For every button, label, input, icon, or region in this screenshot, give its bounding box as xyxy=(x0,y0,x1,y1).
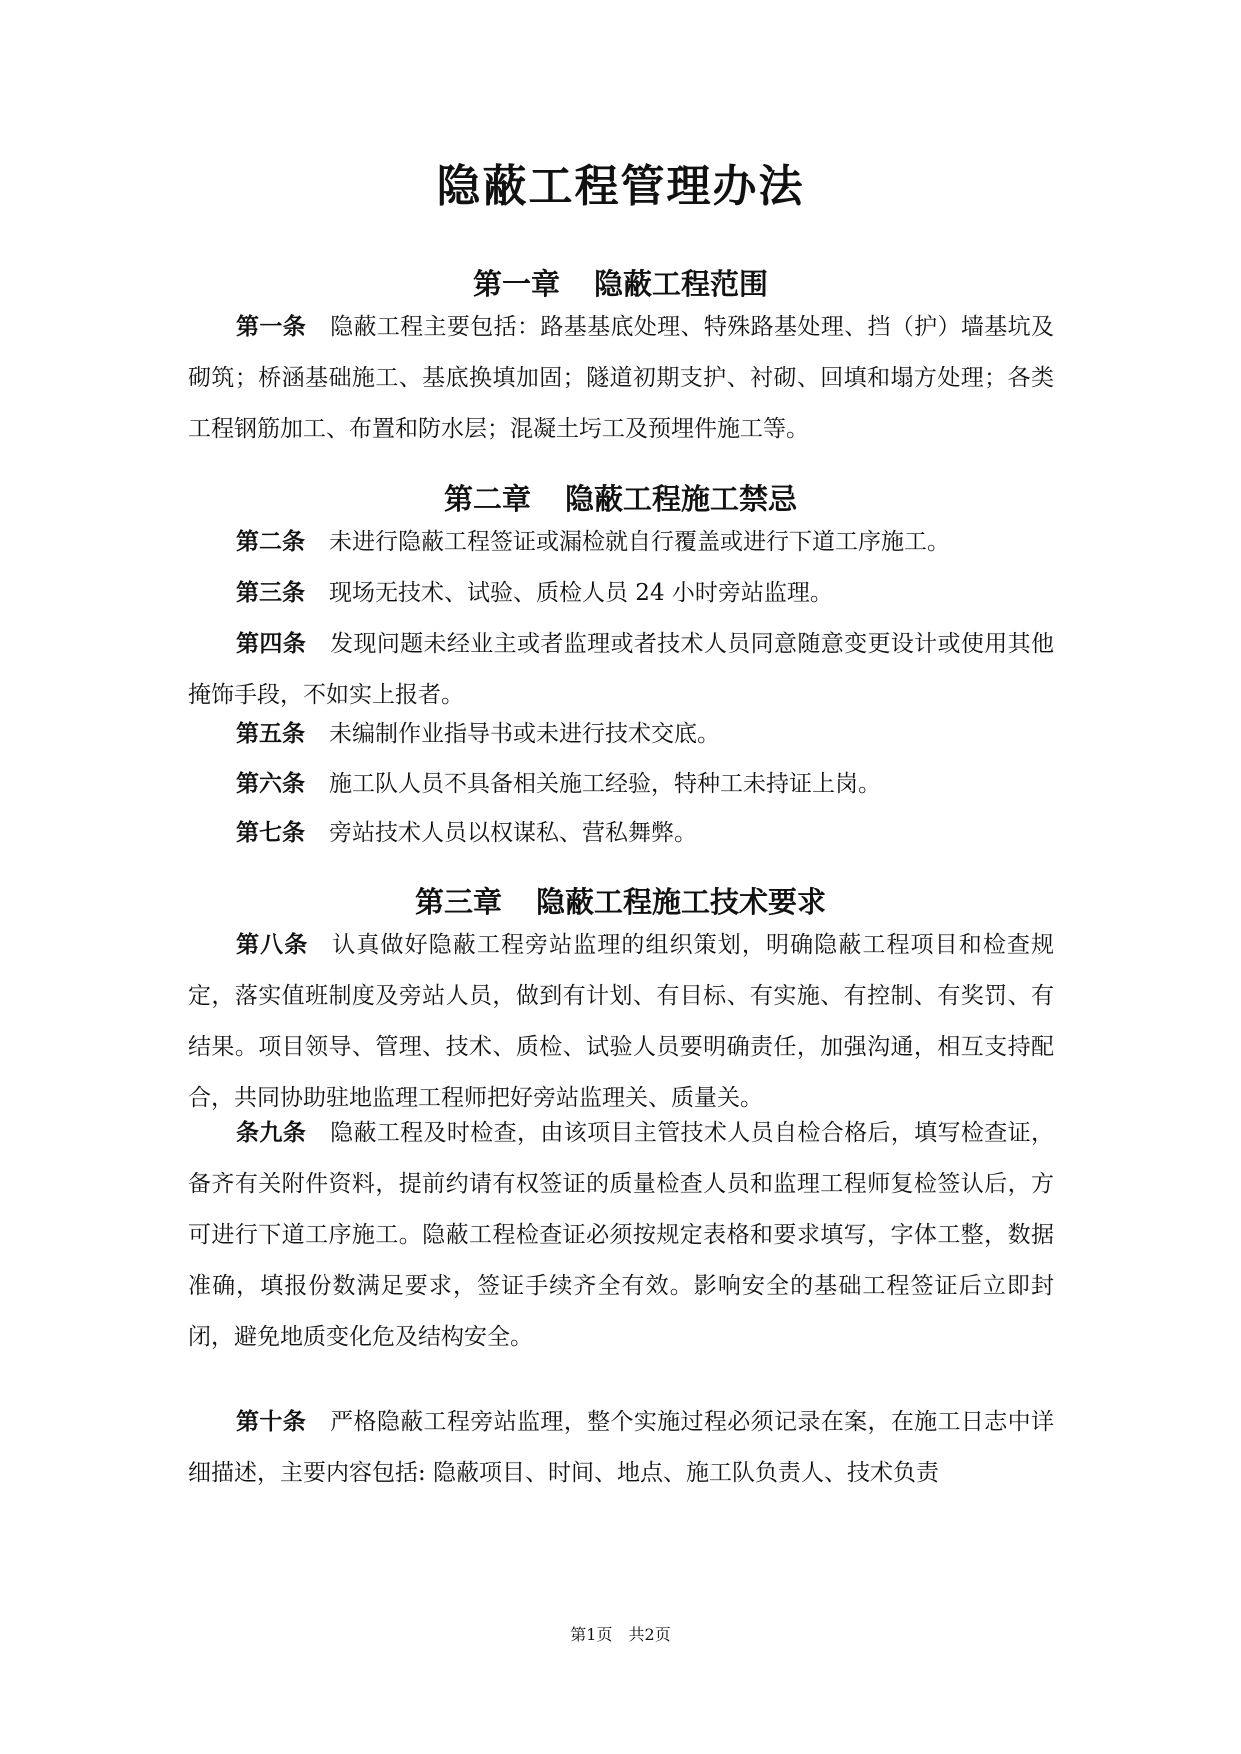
article-label: 第七条 xyxy=(236,820,305,846)
article-text: 旁站技术人员以权谋私、营私舞弊。 xyxy=(329,820,697,846)
footer-page-suffix: 页 xyxy=(654,1625,671,1644)
chapter-number: 第二章 xyxy=(443,482,531,516)
article-text: 隐蔽工程主要包括：路基基底处理、特殊路基处理、挡（护）墙基坑及砌筑；桥涵基础施工、基底换填加固；隧道初期支护、衬砌、回填和塌方处理；各类工程钢筋加工、布置和防水层；混凝土圬工及预埋件施工等。 xyxy=(188,314,1055,442)
article-label: 第一条 xyxy=(236,314,307,340)
article-text: 隐蔽工程及时检查，由该项目主管技术人员自检合格后，填写检查证，备齐有关附件资料，提前约请有权签证的质量检查人员和监理工程师复检签认后，方可进行下道工序施工。隐蔽工程检查证必须按规定表格和要求填写，字体工整，数据准确，填报份数满足要求，签证手续齐全有效。影响安全的基础工程签证后立即封闭，避免地质变化危及结构安全。 xyxy=(188,1120,1055,1350)
article-paragraph xyxy=(188,302,1054,455)
chapter-heading-1 xyxy=(0,262,1241,303)
article-paragraph xyxy=(188,709,1054,760)
article-label: 条九条 xyxy=(236,1120,307,1146)
article-text: 未编制作业指导书或未进行技术交底。 xyxy=(329,721,720,747)
article-text: 未进行隐蔽工程签证或漏检就自行覆盖或进行下道工序施工。 xyxy=(329,529,950,555)
article-label: 第十条 xyxy=(236,1409,307,1435)
article-paragraph xyxy=(188,759,1054,810)
article-label: 第六条 xyxy=(236,771,305,797)
chapter-heading-2 xyxy=(0,477,1241,518)
article-text: 现场无技术、试验、质检人员 24 小时旁站监理。 xyxy=(329,580,833,606)
footer-page-mid: 页 共 xyxy=(596,1625,645,1644)
article-label: 第二条 xyxy=(236,529,305,555)
article-paragraph xyxy=(188,517,1054,568)
article-paragraph xyxy=(188,808,1054,859)
article-paragraph xyxy=(188,1397,1054,1499)
article-paragraph xyxy=(188,920,1054,1124)
article-paragraph xyxy=(188,619,1054,721)
article-paragraph xyxy=(188,1108,1054,1363)
document-title: 隐蔽工程管理办法 xyxy=(436,161,805,212)
article-label: 第四条 xyxy=(236,631,307,657)
chapter-heading-3 xyxy=(0,880,1241,921)
article-text: 认真做好隐蔽工程旁站监理的组织策划，明确隐蔽工程项目和检查规定，落实值班制度及旁站人员，做到有计划、有目标、有实施、有控制、有奖罚、有结果。项目领导、管理、技术、质检、试验人员要明确责任，加强沟通，相互支持配合，共同协助驻地监理工程师把好旁站监理关、质量关。 xyxy=(188,932,1054,1111)
chapter-number: 第一章 xyxy=(472,267,560,301)
chapter-number: 第三章 xyxy=(414,885,502,919)
footer-page-prefix: 第 xyxy=(570,1625,587,1644)
page-footer xyxy=(0,1622,1241,1645)
article-label: 第八条 xyxy=(236,932,309,958)
chapter-name: 隐蔽工程施工禁忌 xyxy=(565,482,798,516)
article-text: 发现问题未经业主或者监理或者技术人员同意随意变更设计或使用其他掩饰手段，不如实上报者。 xyxy=(188,631,1055,708)
footer-page-current: 1 xyxy=(586,1625,597,1644)
footer-page-total: 2 xyxy=(644,1625,655,1644)
article-text: 施工队人员不具备相关施工经验，特种工未持证上岗。 xyxy=(329,771,881,797)
article-label: 第五条 xyxy=(236,721,305,747)
chapter-name: 隐蔽工程施工技术要求 xyxy=(536,885,827,919)
article-paragraph xyxy=(188,568,1054,619)
article-label: 第三条 xyxy=(236,580,305,606)
article-text: 严格隐蔽工程旁站监理，整个实施过程必须记录在案，在施工日志中详细描述，主要内容包括: 隐蔽项目、时间、地点、施工队负责人、技术负责 xyxy=(188,1409,1055,1486)
chapter-name: 隐蔽工程范围 xyxy=(594,267,769,301)
